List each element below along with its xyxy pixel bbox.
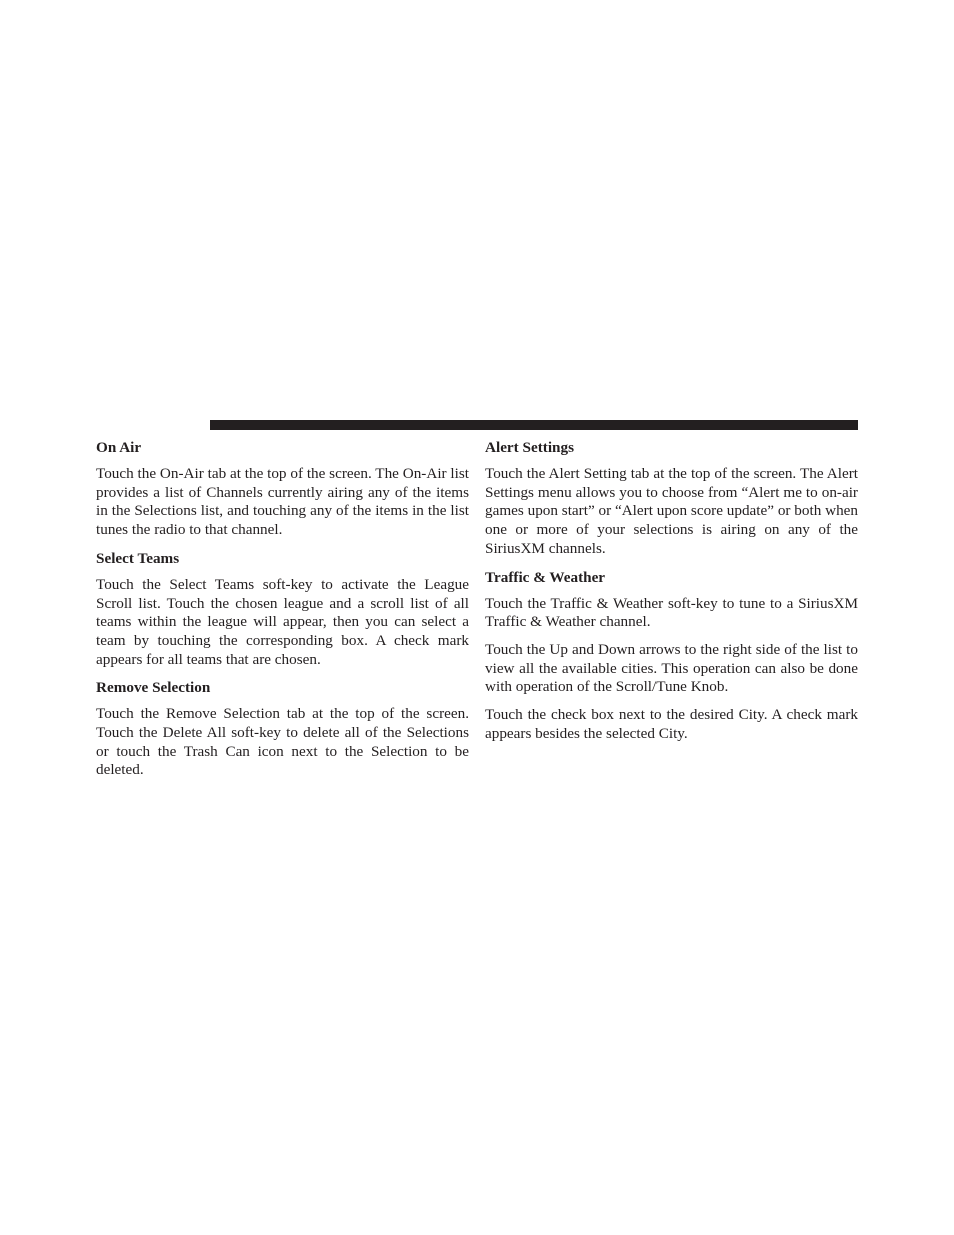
heading-traffic-weather: Traffic & Weather (485, 568, 606, 586)
heading-select-teams: Select Teams (96, 549, 180, 567)
heading-on-air: On Air (96, 439, 142, 456)
paragraph-traffic-weather-checkbox: Touch the check box next to the desired City. A check mark appears besides the selected City. (485, 706, 858, 742)
heading-alert-settings: Alert Settings (485, 439, 574, 456)
paragraph-alert-settings: Touch the Alert Setting tab at the top of the screen. The Alert Settings menu allows you to choose from “Alert me to on-air games upon start” or “Alert upon score update” or both when one or more of your selections is airing on any of the SiriusXM channels. (485, 465, 858, 557)
right-column (485, 436, 858, 743)
paragraph-traffic-weather-arrows: Touch the Up and Down arrows to the right side of the list to view all the available cities. This operation can also be done with operation of the Scroll/Tune Knob. (485, 640, 858, 696)
paragraph-select-teams: Touch the Select Teams soft-key to activate the League Scroll list. Touch the chosen league and a scroll list of all teams within the league will appear, then you can select a team by touching the corresponding box. A check mark appears for all teams that are chosen. (96, 575, 469, 668)
heading-remove-selection: Remove Selection (96, 679, 211, 697)
left-column (96, 436, 469, 780)
section-rule-bar (210, 420, 858, 430)
paragraph-on-air: Touch the On-Air tab at the top of the screen. The On-Air list provides a list of Channels currently airing any of the items in the Selections list, and touching any of the items in the list tunes the radio to that channel. (96, 465, 469, 539)
paragraph-remove-selection: Touch the Remove Selection tab at the top of the screen. Touch the Delete All soft-key to delete all of the Selections or touch the Trash Can icon next to the Selection to be deleted. (96, 705, 469, 779)
paragraph-traffic-weather-tune: Touch the Traffic & Weather soft-key to tune to a SiriusXM Traffic & Weather channel. (485, 594, 858, 631)
